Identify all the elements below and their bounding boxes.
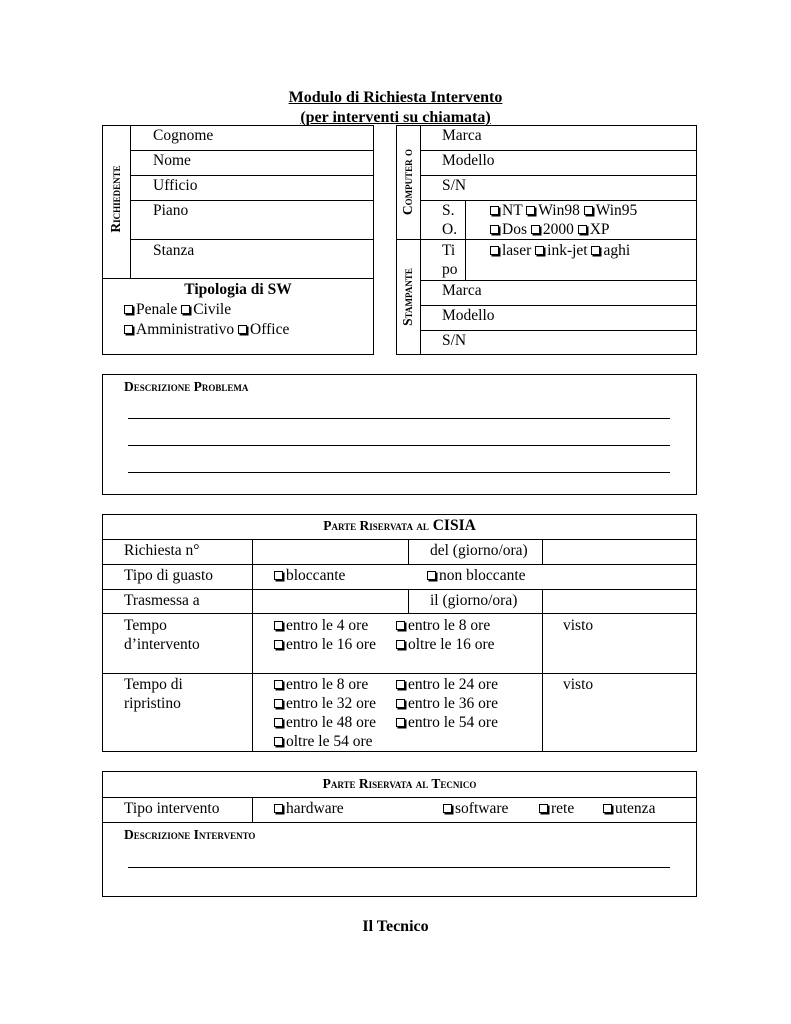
tempo-rip-opt-2 <box>396 675 498 694</box>
win95-label: Win95 <box>595 202 638 219</box>
tempo-ripristino-label-1: Tempo di <box>124 676 183 693</box>
computer-sn-label: S/N <box>442 177 467 194</box>
tempo-int-checkbox-3[interactable] <box>274 640 283 649</box>
cisia-title <box>102 516 697 535</box>
tempo-int-opt-1 <box>274 616 368 635</box>
descrizione-problema-title: Descrizione Problema <box>124 379 249 394</box>
tempo-rip-label-7: oltre le 54 ore <box>286 733 373 750</box>
so-row-2 <box>490 220 610 239</box>
tempo-int-opt-4 <box>396 635 495 654</box>
tipologia-row-2 <box>124 320 289 339</box>
utenza-label: utenza <box>615 800 656 817</box>
tempo-int-label-3: entro le 16 ore <box>286 636 376 653</box>
civile-checkbox[interactable] <box>181 305 190 314</box>
amministrativo-checkbox[interactable] <box>124 325 133 334</box>
tipo-label-2: po <box>442 261 458 278</box>
software-label: software <box>455 800 509 817</box>
tempo-rip-checkbox-4[interactable] <box>396 699 405 708</box>
tempo-int-opt-3 <box>274 635 376 654</box>
page-title: Modulo di Richiesta Intervento <box>288 89 503 106</box>
tempo-rip-checkbox-3[interactable] <box>274 699 283 708</box>
tempo-int-opt-2 <box>396 616 490 635</box>
rete-label: rete <box>551 800 575 817</box>
xp-label: XP <box>589 221 610 238</box>
stampante-sn-label: S/N <box>442 332 467 349</box>
rete-checkbox[interactable] <box>539 804 548 813</box>
visto-ripristino-label: visto <box>563 676 594 693</box>
richiesta-label: Richiesta n° <box>124 542 200 559</box>
intervento-line[interactable] <box>128 867 670 868</box>
tipo-intervento-label: Tipo intervento <box>124 800 220 817</box>
computer-marca-label: Marca <box>442 127 482 144</box>
hardware-option <box>274 799 344 818</box>
tipo-guasto-label: Tipo di guasto <box>124 567 214 584</box>
tempo-rip-opt-3 <box>274 694 376 713</box>
tempo-rip-label-2: entro le 24 ore <box>408 676 498 693</box>
descrizione-intervento-title: Descrizione Intervento <box>124 827 256 842</box>
win98-checkbox[interactable] <box>526 206 535 215</box>
tempo-rip-label-6: entro le 54 ore <box>408 714 498 731</box>
ufficio-label: Ufficio <box>153 177 198 194</box>
visto-intervento-label: visto <box>563 617 594 634</box>
bloccante-option <box>274 566 345 585</box>
problema-line-3[interactable] <box>128 472 670 473</box>
dos-checkbox[interactable] <box>490 225 499 234</box>
office-label: Office <box>250 321 290 338</box>
penale-label: Penale <box>136 301 178 318</box>
il-label: il (giorno/ora) <box>430 592 518 609</box>
inkjet-checkbox[interactable] <box>535 246 544 255</box>
tempo-rip-label-5: entro le 48 ore <box>286 714 376 731</box>
tempo-rip-checkbox-2[interactable] <box>396 680 405 689</box>
computer-modello-label: Modello <box>442 152 495 169</box>
tipologia-row-1 <box>124 300 231 319</box>
laser-checkbox[interactable] <box>490 246 499 255</box>
tempo-ripristino-label-2: ripristino <box>124 695 181 712</box>
civile-label: Civile <box>193 301 232 318</box>
tempo-int-label-2: entro le 8 ore <box>408 617 491 634</box>
stanza-label: Stanza <box>153 242 195 259</box>
tempo-rip-opt-4 <box>396 694 498 713</box>
win95-checkbox[interactable] <box>584 206 593 215</box>
nt-checkbox[interactable] <box>490 206 499 215</box>
page-subtitle: (per interventi su chiamata) <box>300 109 491 126</box>
piano-label: Piano <box>153 202 189 219</box>
win2000-checkbox[interactable] <box>531 225 540 234</box>
computer-label: Computer o <box>400 148 415 216</box>
tempo-int-label-4: oltre le 16 ore <box>408 636 495 653</box>
tempo-int-checkbox-4[interactable] <box>396 640 405 649</box>
tipo-row <box>490 241 630 260</box>
trasmessa-label: Trasmessa a <box>124 592 200 609</box>
xp-checkbox[interactable] <box>578 225 587 234</box>
cisia-title-sc: Parte Riservata al <box>323 518 429 533</box>
tempo-rip-checkbox-5[interactable] <box>274 718 283 727</box>
aghi-checkbox[interactable] <box>591 246 600 255</box>
software-checkbox[interactable] <box>443 804 452 813</box>
tempo-intervento-label-2: d’intervento <box>124 636 200 653</box>
stampante-label: Stampante <box>400 268 415 326</box>
amministrativo-label: Amministrativo <box>136 321 235 338</box>
utenza-option <box>603 799 655 818</box>
office-checkbox[interactable] <box>238 325 247 334</box>
stampante-marca-label: Marca <box>442 282 482 299</box>
tempo-rip-label-1: entro le 8 ore <box>286 676 369 693</box>
so-label-1: S. <box>442 202 455 219</box>
inkjet-label: ink-jet <box>547 242 588 259</box>
signature-label: Il Tecnico <box>362 918 429 935</box>
tempo-int-checkbox-1[interactable] <box>274 621 283 630</box>
tipologia-sw-title: Tipologia di SW <box>184 281 292 298</box>
problema-line-2[interactable] <box>128 445 670 446</box>
nt-label: NT <box>502 202 523 219</box>
non-bloccante-checkbox[interactable] <box>427 571 436 580</box>
nome-label: Nome <box>153 152 191 169</box>
hardware-label: hardware <box>286 800 344 817</box>
non-bloccante-label: non bloccante <box>439 567 526 584</box>
so-label-2: O. <box>442 221 458 238</box>
problema-line-1[interactable] <box>128 418 670 419</box>
software-option <box>443 799 508 818</box>
dos-label: Dos <box>502 221 527 238</box>
tempo-rip-opt-5 <box>274 713 376 732</box>
bloccante-label: bloccante <box>286 567 346 584</box>
tempo-rip-label-3: entro le 32 ore <box>286 695 376 712</box>
tecnico-title: Parte Riservata al Tecnico <box>322 776 477 791</box>
tempo-int-checkbox-2[interactable] <box>396 621 405 630</box>
aghi-label: aghi <box>603 242 631 259</box>
tempo-rip-checkbox-6[interactable] <box>396 718 405 727</box>
richiedente-label: Richiedente <box>108 165 123 233</box>
bloccante-checkbox[interactable] <box>274 571 283 580</box>
tempo-rip-opt-7 <box>274 732 373 751</box>
tipo-label-1: Ti <box>442 242 456 259</box>
cisia-title-name: CISIA <box>432 517 476 534</box>
cognome-label: Cognome <box>153 127 214 144</box>
tempo-rip-opt-6 <box>396 713 498 732</box>
tempo-intervento-label-1: Tempo <box>124 617 167 634</box>
stampante-modello-label: Modello <box>442 307 495 324</box>
tempo-rip-checkbox-1[interactable] <box>274 680 283 689</box>
del-label: del (giorno/ora) <box>430 542 528 559</box>
tempo-rip-label-4: entro le 36 ore <box>408 695 498 712</box>
tempo-rip-opt-1 <box>274 675 368 694</box>
tempo-rip-checkbox-7[interactable] <box>274 737 283 746</box>
utenza-checkbox[interactable] <box>603 804 612 813</box>
tempo-int-label-1: entro le 4 ore <box>286 617 369 634</box>
hardware-checkbox[interactable] <box>274 804 283 813</box>
win2000-label: 2000 <box>542 221 574 238</box>
penale-checkbox[interactable] <box>124 305 133 314</box>
win98-label: Win98 <box>538 202 580 219</box>
rete-option <box>539 799 574 818</box>
non-bloccante-option <box>427 566 526 585</box>
laser-label: laser <box>502 242 532 259</box>
so-row-1 <box>490 201 637 220</box>
